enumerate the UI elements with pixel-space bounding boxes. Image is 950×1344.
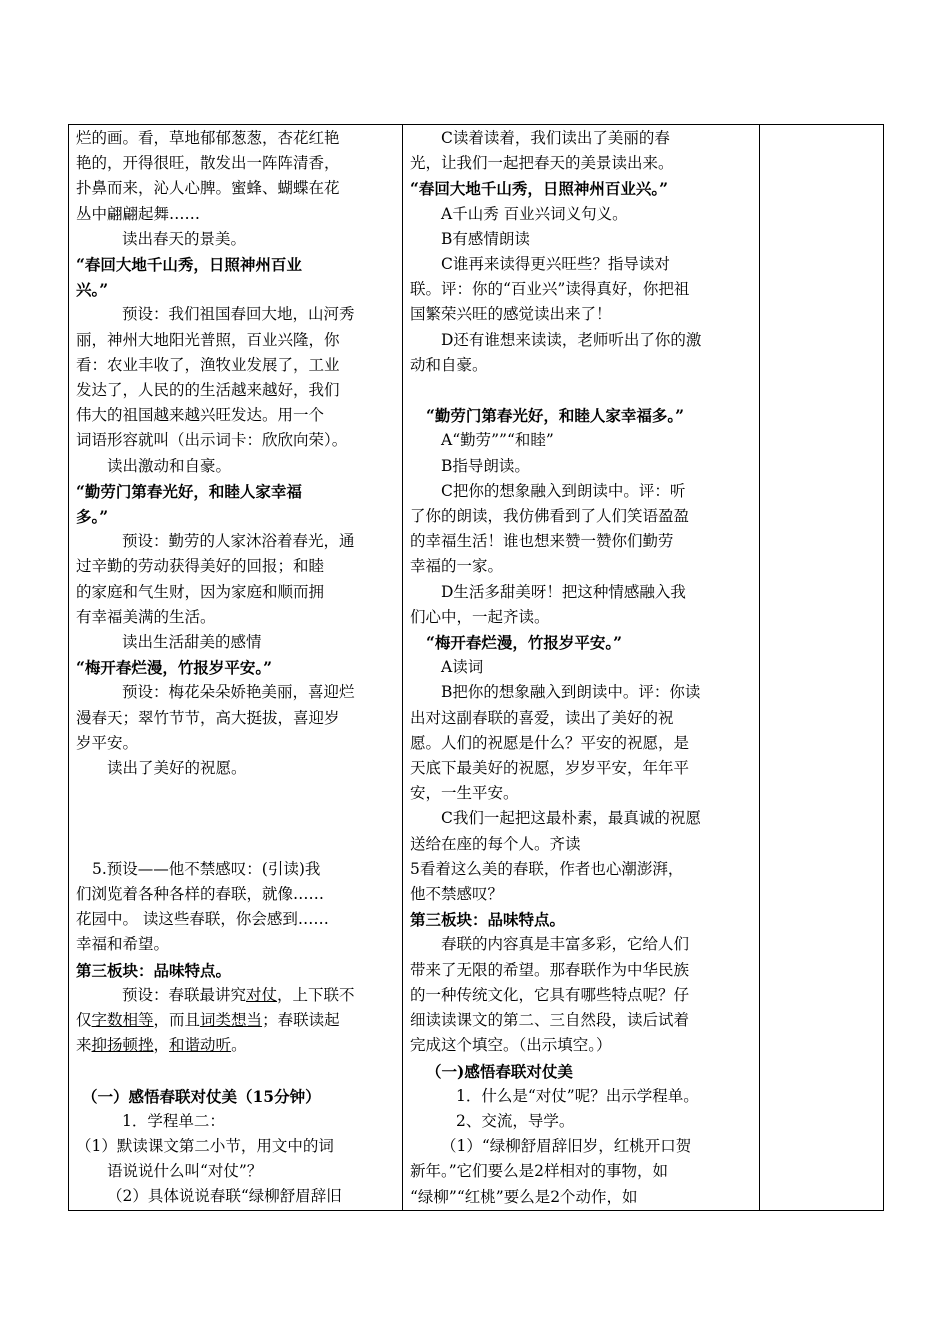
text-line <box>76 983 396 1008</box>
text-line: 词语形容就叫（出示词卡：欣欣向荣）。 <box>76 431 348 450</box>
text-line: 艳的，开得很旺，散发出一阵阵清香， <box>76 154 340 173</box>
text-line: 1．学程单二： <box>122 1111 225 1130</box>
text-segment: ，上下联不 <box>277 985 355 1004</box>
text-line: 扑鼻而来，沁人心脾。蜜蜂、蝴蝶在花 <box>76 179 340 198</box>
section-heading: （一）感悟春联对仗美（15分钟） <box>82 1086 321 1106</box>
text-line: 预设：我们祖国春回大地，山河秀 <box>122 305 355 324</box>
text-line: 丛中翩翩起舞…… <box>76 204 201 223</box>
text-line: 的家庭和气生财，因为家庭和顺而拥 <box>76 582 325 601</box>
text-line: 花园中。 读这些春联，你会感到…… <box>76 910 329 929</box>
text-line: 细读读课文的第二、三自然段，读后试着 <box>410 1011 690 1030</box>
text-line <box>76 1008 396 1033</box>
section-heading: （一)感悟春联对仗美 <box>426 1061 573 1081</box>
text-line: D生活多甜美呀！把这种情感融入我 <box>441 582 686 601</box>
text-line: 预设：勤劳的人家沐浴着春光，通 <box>122 532 355 551</box>
text-line: 看：农业丰收了，渔牧业发展了，工业 <box>76 355 340 374</box>
teacher-notes-column <box>69 125 403 1211</box>
text-line: 动和自豪。 <box>410 355 488 374</box>
section-heading: 第三板块：品味特点。 <box>76 960 232 980</box>
text-line: 新年。”它们要么是2样相对的事物，如 <box>410 1162 669 1181</box>
text-line: A千山秀 百业兴词义句义。 <box>441 204 628 223</box>
key-term: 字数相等 <box>91 1011 154 1030</box>
text-line: 过辛勤的劳动获得美好的回报；和睦 <box>76 557 325 576</box>
text-line <box>76 1033 396 1058</box>
text-line: 出对这副春联的喜爱，读出了美好的祝 <box>410 708 674 727</box>
text-line: D还有谁想来读读，老师听出了你的激 <box>441 330 702 349</box>
text-line: 国繁荣兴旺的感觉读出来了！ <box>410 305 612 324</box>
text-line: 天底下最美好的祝愿，岁岁平安，年年平 <box>410 759 690 778</box>
text-line: 的一种传统文化，它具有哪些特点呢？仔 <box>410 985 690 1004</box>
text-line: A“勤劳””“和睦” <box>441 431 554 450</box>
text-line: 愿。人们的祝愿是什么？平安的祝愿，是 <box>410 733 690 752</box>
text-line: 伟大的祖国越来越兴旺发达。用一个 <box>76 406 325 425</box>
couplet-heading: “春回大地千山秀，日照神州百业 <box>76 255 302 275</box>
text-line: 5.预设——他不禁感叹：(引读)我 <box>92 859 321 878</box>
text-line: 安，一生平安。 <box>410 784 519 803</box>
text-line: B把你的想象融入到朗读中。评：你读 <box>441 683 701 702</box>
text-line: “绿柳”“红桃”要么是2个动作，如 <box>410 1187 638 1206</box>
text-line: B指导朗读。 <box>441 456 530 475</box>
text-line: 5看着这么美的春联，作者也心潮澎湃， <box>410 859 684 878</box>
text-line: 幸福的一家。 <box>410 557 504 576</box>
text-line: C我们一起把这最朴素，最真诚的祝愿 <box>441 809 701 828</box>
text-line: 丽，神州大地阳光普照，百业兴隆，你 <box>76 330 340 349</box>
remarks-column <box>760 125 884 1211</box>
text-line: 带来了无限的希望。那春联作为中华民族 <box>410 960 690 979</box>
text-line: B有感情朗读 <box>441 229 530 248</box>
text-line: （1）默读课文第二小节，用文中的词 <box>76 1137 334 1156</box>
key-term: 对仗 <box>246 985 278 1004</box>
text-segment: ， <box>153 1036 170 1055</box>
text-line: A读词 <box>441 658 484 677</box>
text-line: 的幸福生活！谁也想来赞一赞你们勤劳 <box>410 532 674 551</box>
text-line: 们浏览着各种各样的春联，就像…… <box>76 885 325 904</box>
text-line: 幸福和希望。 <box>76 935 170 954</box>
couplet-heading: 多。” <box>76 507 109 527</box>
text-line: 岁平安。 <box>76 733 139 752</box>
key-term: 词类想当 <box>200 1011 263 1030</box>
text-segment: ，而且 <box>153 1011 201 1030</box>
text-line: 送给在座的每个人。齐读 <box>410 834 581 853</box>
text-line: 读出激动和自豪。 <box>107 456 232 475</box>
text-line: 漫春天；翠竹节节，高大挺拔，喜迎岁 <box>76 708 340 727</box>
couplet-heading: 兴。” <box>76 280 109 300</box>
text-line: 烂的画。看，草地郁郁葱葱，杏花红艳 <box>76 129 340 147</box>
text-line: （2）具体说说春联“绿柳舒眉辞旧 <box>107 1187 342 1206</box>
key-term: 和谐动听 <box>169 1036 232 1055</box>
text-line: 读出了美好的祝愿。 <box>107 759 247 778</box>
text-line: 他不禁感叹？ <box>410 885 504 904</box>
text-segment: ；春联读起 <box>262 1011 340 1030</box>
text-line: 了你的朗读，我仿佛看到了人们笑语盈盈 <box>410 507 690 526</box>
text-line: 读出春天的景美。 <box>122 229 247 248</box>
text-line: C读着读着，我们读出了美丽的春 <box>441 129 670 147</box>
text-line: 联。评：你的“百业兴”读得真好，你把祖 <box>410 280 690 299</box>
text-line: C把你的想象融入到朗读中。评：听 <box>441 481 686 500</box>
text-segment: 来 <box>76 1036 92 1055</box>
text-segment: 仅 <box>76 1011 92 1030</box>
text-line: 1．什么是“对仗”呢？出示学程单。 <box>456 1086 699 1105</box>
teaching-process-column <box>403 125 760 1211</box>
text-line: 春联的内容真是丰富多彩，它给人们 <box>441 935 690 954</box>
table-row <box>69 125 884 1211</box>
section-heading: 第三板块：品味特点。 <box>410 910 566 930</box>
lesson-plan-table <box>68 124 884 1211</box>
couplet-heading: “梅开春烂漫，竹报岁平安。” <box>426 633 623 653</box>
text-line: 光，让我们一起把春天的美景读出来。 <box>410 154 674 173</box>
couplet-heading: “梅开春烂漫，竹报岁平安。” <box>76 658 273 678</box>
text-line: 完成这个填空。（出示填空。） <box>410 1036 612 1055</box>
text-line: 2、交流，导学。 <box>456 1111 575 1130</box>
text-segment: 。 <box>231 1036 247 1055</box>
text-line: 发达了，人民的的生活越来越好，我们 <box>76 381 340 400</box>
couplet-heading: “勤劳门第春光好，和睦人家幸福多。” <box>426 406 685 426</box>
text-line: 们心中，一起齐读。 <box>410 607 550 626</box>
text-line: 预设：梅花朵朵娇艳美丽，喜迎烂 <box>122 683 355 702</box>
text-line: 语说说什么叫“对仗”？ <box>107 1162 263 1181</box>
text-line: 有幸福美满的生活。 <box>76 607 216 626</box>
key-term: 抑扬顿挫 <box>91 1036 154 1055</box>
text-line: （1）“绿柳舒眉辞旧岁，红桃开口贺 <box>441 1137 692 1156</box>
text-segment: 预设：春联最讲究 <box>122 985 247 1004</box>
couplet-heading: “勤劳门第春光好，和睦人家幸福 <box>76 481 302 501</box>
couplet-heading: “春回大地千山秀，日照神州百业兴。” <box>410 179 669 199</box>
text-line: C谁再来读得更兴旺些？指导读对 <box>441 255 670 274</box>
text-line: 读出生活甜美的感情 <box>122 633 262 652</box>
